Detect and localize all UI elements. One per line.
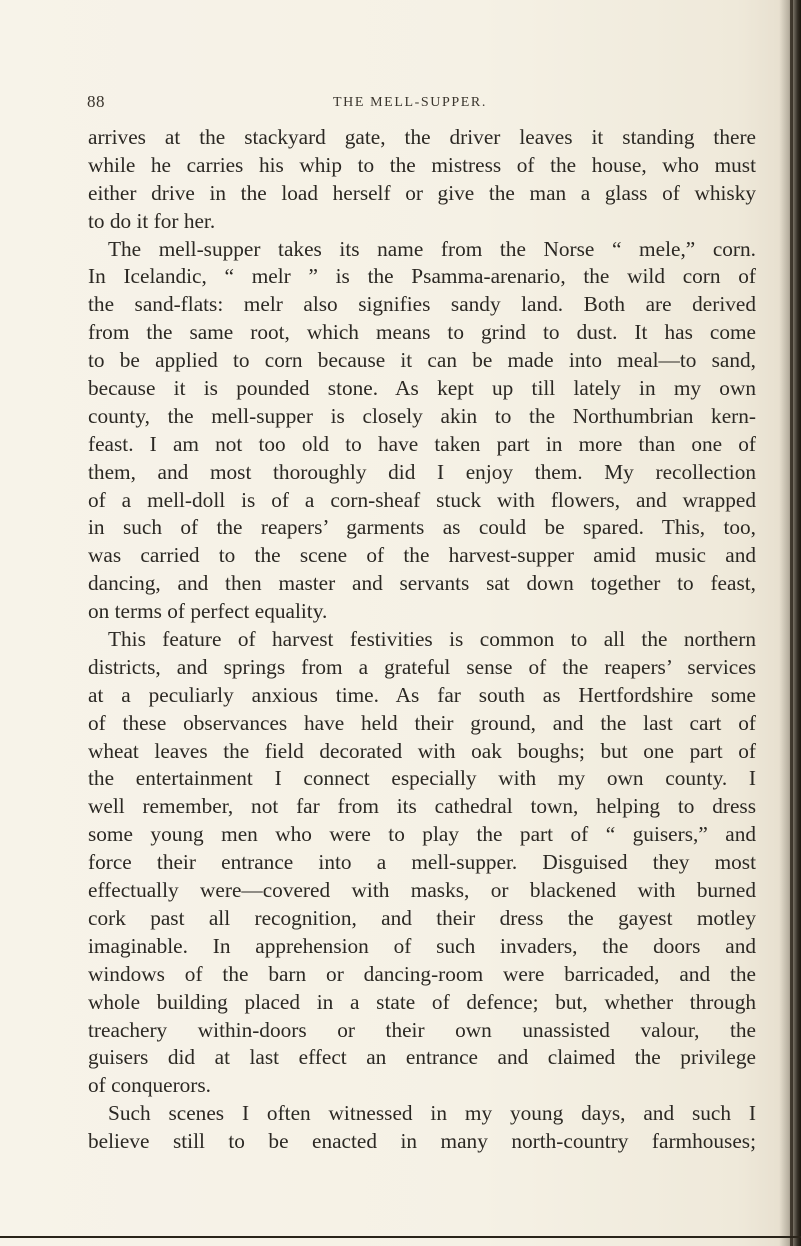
text-line: feast. I am not too old to have taken part in more than one of <box>88 431 756 456</box>
text-line: whole building placed in a state of defence; but, whether through <box>88 989 756 1014</box>
bottom-edge-rule <box>0 1236 801 1238</box>
text-line: either drive in the load herself or give the man a glass of whisky <box>88 180 756 205</box>
page-header <box>0 92 801 116</box>
text-line: to do it for her. <box>88 208 216 233</box>
text-line: because it is pounded stone. As kept up till lately in my own <box>88 376 756 401</box>
text-line: in such of the reapers’ garments as could be spared. This, too, <box>88 515 756 540</box>
text-line: districts, and springs from a grateful sense of the reapers’ services <box>88 654 756 679</box>
text-line: at a peculiarly anxious time. As far south as Hertfordshire some <box>88 682 756 707</box>
text-line: dancing, and then master and servants sat down together to feast, <box>88 571 756 596</box>
text-line: county, the mell-supper is closely akin to the Northumbrian kern- <box>88 403 756 428</box>
page-number: 88 <box>87 92 105 111</box>
text-line: guisers did at last effect an entrance and claimed the privilege <box>88 1045 756 1070</box>
text-line: effectually were—covered with masks, or blackened with burned <box>88 878 756 903</box>
running-head: THE MELL-SUPPER. <box>333 95 487 110</box>
text-line: force their entrance into a mell-supper. Disguised they most <box>88 850 756 875</box>
text-line: believe still to be enacted in many north-country farmhouses; <box>88 1129 756 1154</box>
text-line: well remember, not far from its cathedral town, helping to dress <box>88 794 756 819</box>
text-line: from the same root, which means to grind to dust. It has come <box>88 320 756 345</box>
text-line: cork past all recognition, and their dress the gayest motley <box>88 905 756 930</box>
body-text <box>88 124 756 1156</box>
text-line: The mell-supper takes its name from the Norse “ mele,” corn. <box>108 236 756 261</box>
text-line: In Icelandic, “ melr ” is the Psamma-arenario, the wild corn of <box>88 264 756 289</box>
text-line: arrives at the stackyard gate, the driver leaves it standing there <box>88 125 756 149</box>
text-line: of a mell-doll is of a corn-sheaf stuck with flowers, and wrapped <box>88 487 756 512</box>
text-line: Such scenes I often witnessed in my young days, and such I <box>108 1101 756 1126</box>
text-line: the entertainment I connect especially with my own county. I <box>88 766 756 791</box>
text-line: imaginable. In apprehension of such invaders, the doors and <box>88 933 756 958</box>
text-line: This feature of harvest festivities is common to all the northern <box>108 627 756 652</box>
text-line: of conquerors. <box>88 1073 212 1098</box>
text-line: was carried to the scene of the harvest-supper amid music and <box>88 543 756 568</box>
text-line: them, and most thoroughly did I enjoy them. My recollection <box>88 459 756 484</box>
text-line: while he carries his whip to the mistress of the house, who must <box>88 152 756 177</box>
text-line: the sand-flats: melr also signifies sandy land. Both are derived <box>88 292 756 317</box>
text-line: wheat leaves the field decorated with oak boughs; but one part of <box>88 738 756 763</box>
text-line: treachery within-doors or their own unassisted valour, the <box>88 1017 756 1042</box>
text-line: windows of the barn or dancing-room were barricaded, and the <box>88 961 756 986</box>
binding-edge <box>790 0 793 1246</box>
text-line: some young men who were to play the part of “ guisers,” and <box>88 822 756 847</box>
text-line: to be applied to corn because it can be made into meal—to sand, <box>88 348 756 373</box>
text-line: of these observances have held their ground, and the last cart of <box>88 710 756 735</box>
text-line: on terms of perfect equality. <box>88 599 328 624</box>
